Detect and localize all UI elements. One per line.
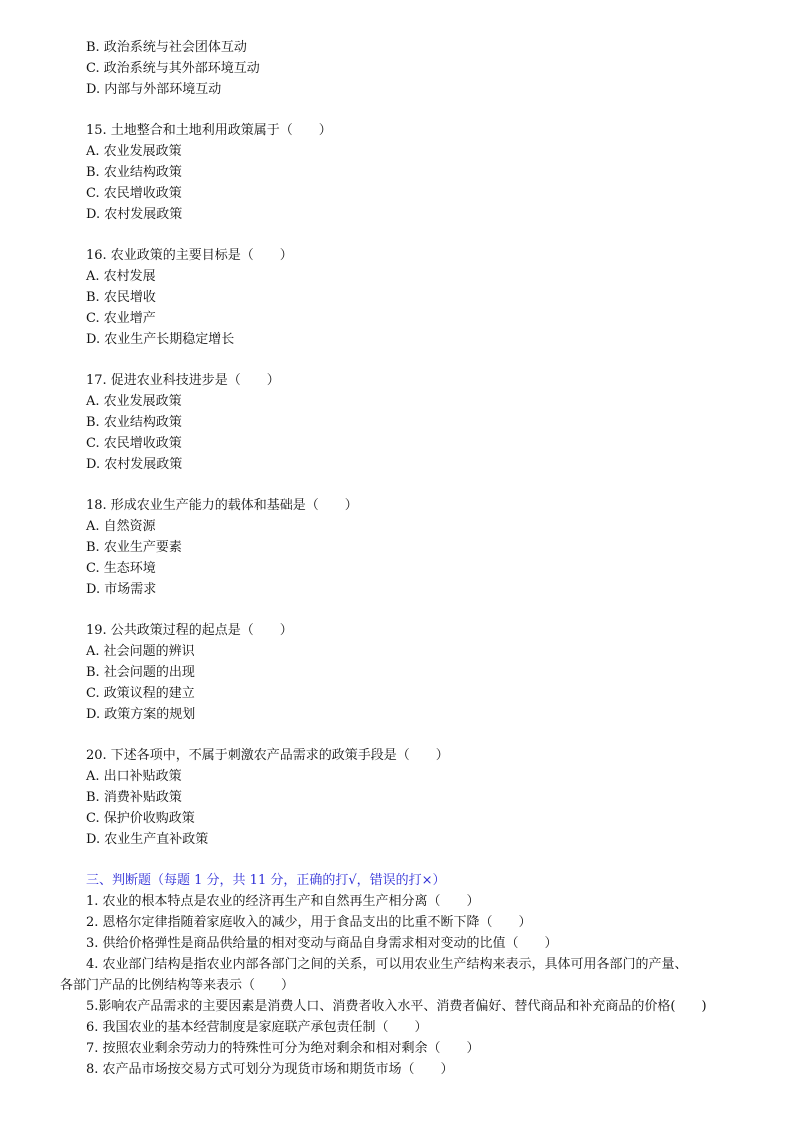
question-stem: 15. 土地整合和土地利用政策属于（ ） [86,123,332,138]
option-line: D. 政策方案的规划 [86,707,196,722]
judgement-item: 6. 我国农业的基本经营制度是家庭联产承包责任制（ ） [86,1020,428,1035]
option-line: C. 保护价收购政策 [86,811,195,826]
option-line: B. 农业生产要素 [86,540,182,555]
judgement-item: 7. 按照农业剩余劳动力的特殊性可分为绝对剩余和相对剩余（ ） [86,1041,480,1056]
option-line: B. 农业结构政策 [86,165,182,180]
option-line: C. 政治系统与其外部环境互动 [86,61,260,76]
option-line: B. 消费补贴政策 [86,790,182,805]
option-line: A. 农村发展 [86,269,156,284]
option-line: A. 农业发展政策 [86,394,182,409]
option-line: C. 农民增收政策 [86,436,182,451]
option-line: D. 农业生产直补政策 [86,832,209,847]
judgement-item: 8. 农产品市场按交易方式可划分为现货市场和期货市场（ ） [86,1062,454,1077]
option-line: D. 内部与外部环境互动 [86,82,222,97]
judgement-item-continuation: 各部门产品的比例结构等来表示（ ） [60,978,295,993]
option-line: D. 农村发展政策 [86,207,183,222]
option-line: B. 农民增收 [86,290,156,305]
judgement-item: 3. 供给价格弹性是商品供给量的相对变动与商品自身需求相对变动的比值（ ） [86,936,558,951]
judgement-item: 2. 恩格尔定律指随着家庭收入的减少，用于食品支出的比重不断下降（ ） [86,915,532,930]
question-stem: 16. 农业政策的主要目标是（ ） [86,248,293,263]
option-line: A. 自然资源 [86,519,156,534]
option-line: A. 社会问题的辨识 [86,644,195,659]
judgement-item: 5.影响农产品需求的主要因素是消费人口、消费者收入水平、消费者偏好、替代商品和补充商品的价格( ) [86,999,707,1014]
option-line: C. 政策议程的建立 [86,686,195,701]
option-line: B. 社会问题的出现 [86,665,195,680]
judgement-item: 1. 农业的根本特点是农业的经济再生产和自然再生产相分离（ ） [86,894,480,909]
question-stem: 19. 公共政策过程的起点是（ ） [86,623,293,638]
section-heading: 三、判断题（每题 1 分，共 11 分，正确的打√，错误的打×） [86,873,446,888]
option-line: B. 农业结构政策 [86,415,182,430]
option-line: C. 生态环境 [86,561,156,576]
option-line: D. 农村发展政策 [86,457,183,472]
question-stem: 17. 促进农业科技进步是（ ） [86,373,280,388]
question-stem: 18. 形成农业生产能力的载体和基础是（ ） [86,498,358,513]
option-line: A. 农业发展政策 [86,144,182,159]
judgement-item: 4. 农业部门结构是指农业内部各部门之间的关系，可以用农业生产结构来表示，具体可用各部门的产量、 [86,957,688,972]
option-line: A. 出口补贴政策 [86,769,182,784]
option-line: C. 农民增收政策 [86,186,182,201]
question-stem: 20. 下述各项中，不属于刺激农产品需求的政策手段是（ ） [86,748,449,763]
option-line: C. 农业增产 [86,311,156,326]
option-line: D. 农业生产长期稳定增长 [86,332,235,347]
option-line: D. 市场需求 [86,582,157,597]
option-line: B. 政治系统与社会团体互动 [86,40,247,55]
